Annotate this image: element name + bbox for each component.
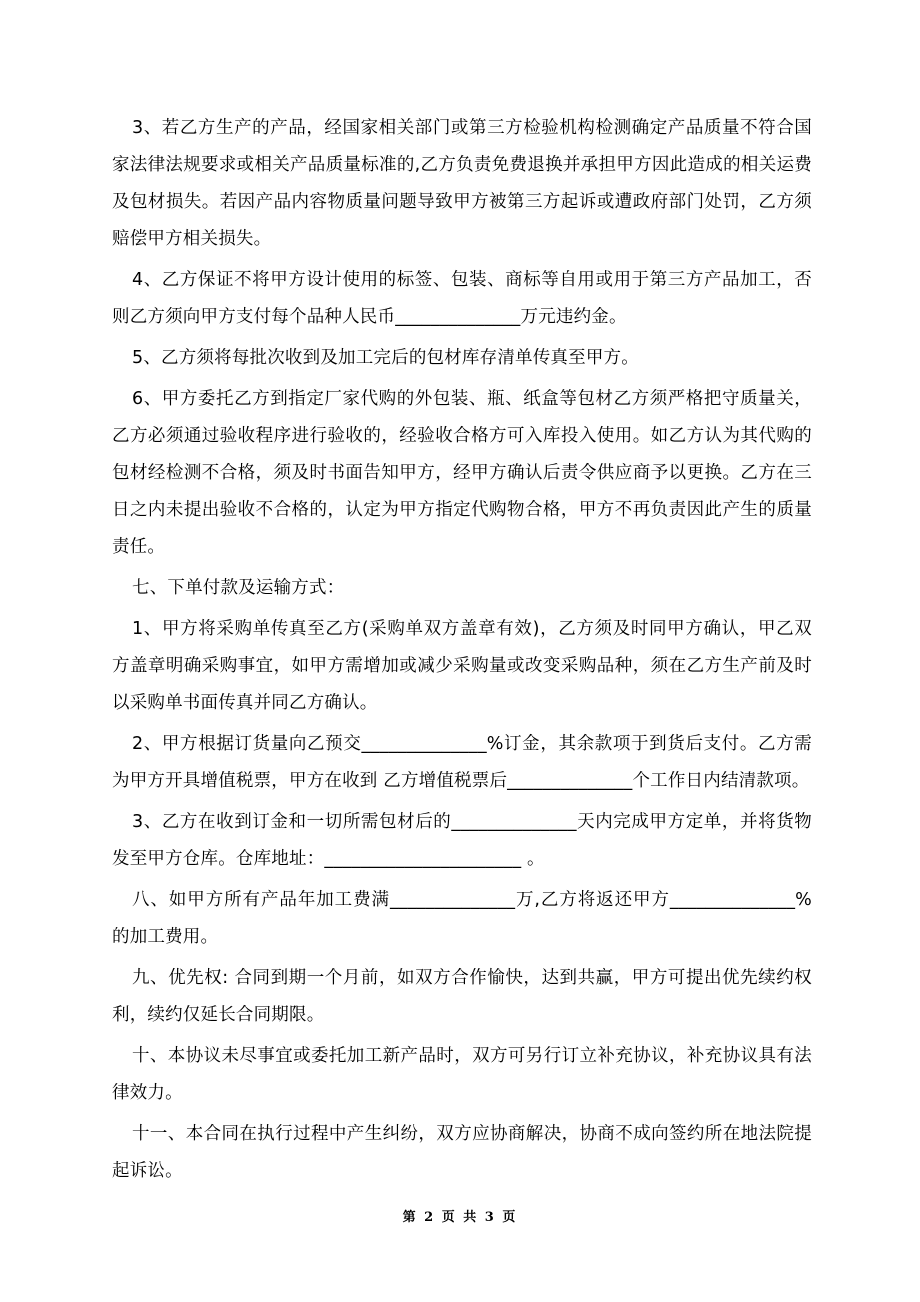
clause-7-1-order: 1、甲方将采购单传真至乙方(采购单双方盖章有效)，乙方须及时同甲方确认，甲乙双方盖章明确采购事宜，如甲方需增加或减少采购量或改变采购品种，须在乙方生产前及时以采购单书面传真并同乙方确认。 — [112, 619, 812, 713]
clause-5-inventory: 5、乙方须将每批次收到及加工完后的包材库存清单传真至甲方。 — [132, 348, 639, 368]
clause-4-trademark: 4、乙方保证不将甲方设计使用的标签、包装、商标等自用或用于第三方产品加工，否则乙方须向甲方支付每个品种人民币______________万元违约金。 — [112, 270, 812, 327]
section-9-priority: 九、优先权: 合同到期一个月前，如双方合作愉快，达到共赢，甲方可提出优先续约权利，续约仅延长合同期限。 — [112, 968, 812, 1025]
clause-7-2-payment: 2、甲方根据订货量向乙预交______________%订金，其余款项于到货后支付。乙方需为甲方开具增值税票，甲方在收到 乙方增值税票后______________个工作日内结清款项。 — [112, 734, 812, 791]
section-11-dispute: 十一、本合同在执行过程中产生纠纷，双方应协商解决，协商不成向签约所在地法院提起诉讼。 — [112, 1124, 812, 1181]
clause-6-procurement: 6、甲方委托乙方到指定厂家代购的外包装、瓶、纸盒等包材乙方须严格把守质量关，乙方必须通过验收程序进行验收的，经验收合格方可入库投入使用。如乙方认为其代购的包材经检测不合格，须及时书面告知甲方，经甲方确认后责令供应商予以更换。乙方在三日之内未提出验收不合格的，认定为甲方指定代购物合格，甲方不再负责因此产生的质量责任。 — [112, 389, 812, 557]
section-8-rebate: 八、如甲方所有产品年加工费满______________万,乙方将返还甲方______________%的加工费用。 — [112, 890, 812, 947]
section-10-supplement: 十、本协议未尽事宜或委托加工新产品时，双方可另行订立补充协议，补充协议具有法律效力。 — [112, 1046, 812, 1103]
page-footer: 第 2 页 共 3 页 — [402, 1210, 518, 1225]
clause-3-quality: 3、若乙方生产的产品，经国家相关部门或第三方检验机构检测确定产品质量不符合国家法律法规要求或相关产品质量标准的,乙方负责免费退换并承担甲方因此造成的相关运费及包材损失。若因产品内容物质量问题导致甲方被第三方起诉或遭政府部门处罚，乙方须赔偿甲方相关损失。 — [112, 118, 812, 249]
section-7-heading: 七、下单付款及运输方式： — [132, 578, 345, 598]
document-page — [112, 110, 812, 1194]
clause-7-3-delivery: 3、乙方在收到订金和一切所需包材后的______________天内完成甲方定单，并将货物发至甲方仓库。仓库地址：______________________ 。 — [112, 812, 812, 869]
